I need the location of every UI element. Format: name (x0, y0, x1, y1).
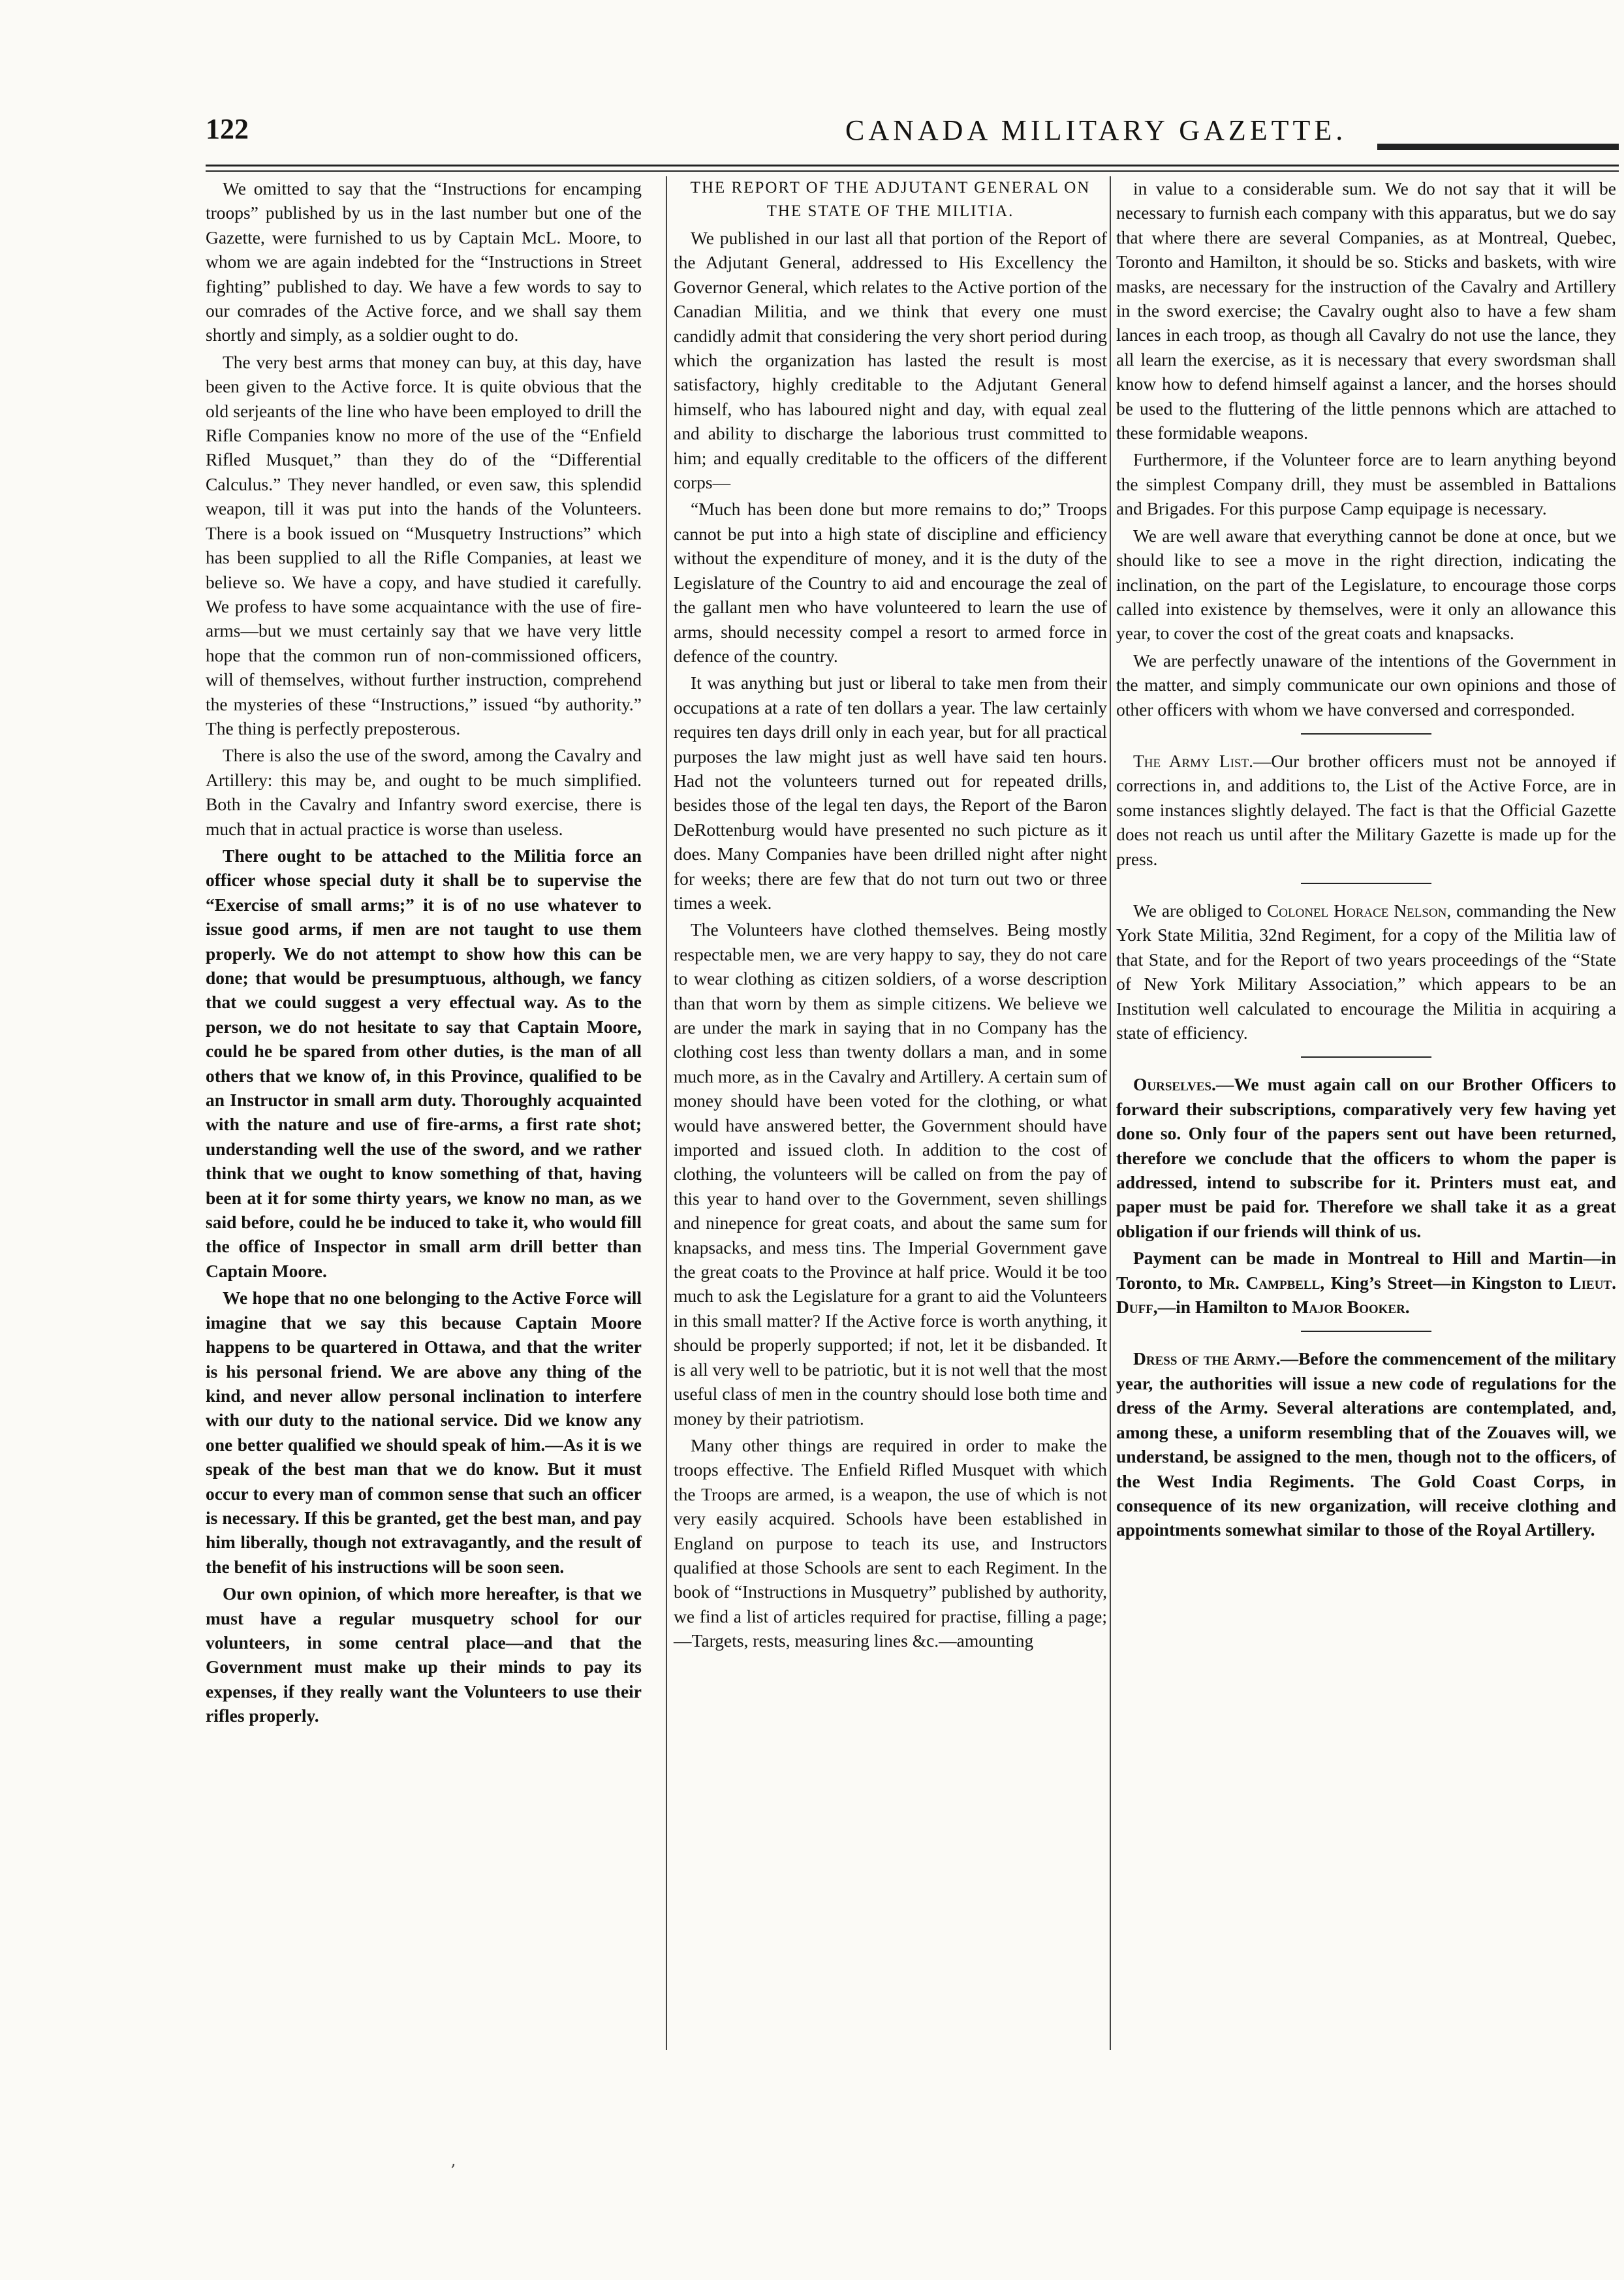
payment-text-start: Payment can be made in Montreal to Hill and Martin—in Toronto, to (1116, 1248, 1616, 1293)
article-heading: THE REPORT OF THE ADJUTANT GENERAL ON THE STATE OF THE MILITIA. (690, 179, 1091, 220)
paragraph-enfield: Many other things are required in order to make the troops effective. The Enfield Rifled Musquet with which the Troops are armed, is a weapon, the use of which is not very easily acquired. Schools have been established in England on purpose to teach its use, and Instructors qualified at those Schools are sent to each Regiment. In the book of “Instructions in Musquetry” published by authority, we find a list of articles required for practise, filling a page;—Targets, rests, measuring lines &c.—amounting (674, 1434, 1107, 1651)
paragraph-nelson (1116, 898, 1616, 1045)
column-3 (1116, 176, 1616, 1545)
paragraph-sword: There is also the use of the sword, among the Cavalry and Artillery: this may be, and ought to be much simplified. Both in the Cavalry and Infantry sword exercise, there is much that in actual practice is worse than useless. (206, 745, 642, 839)
ourselves-text: —We must again call on our Brother Officers to forward their subscriptions, comparatively very few having yet done so. Only four of the papers sent out have been returned, therefore we conclude that the officers to whom the paper is addressed, intend to subscribe for it. Printers must eat, and paper must be paid for. Therefore we shall take it as a great obligation if our friends will think of us. (1116, 1074, 1616, 1241)
paragraph-army-list (1116, 749, 1616, 871)
column-2 (674, 176, 1107, 1656)
column-divider (1110, 176, 1111, 2050)
paragraph-payment (1116, 1246, 1616, 1319)
nelson-text-end: commanding the New York State Militia, 32nd Regiment, for a copy of the Militia law of that State, and for the Report of two years proceedings of the “State of New York Military Association,” which appears to be an Institution well calculated to encourage the Militia in acquiring a state of efficiency. (1116, 900, 1616, 1043)
section-separator (1301, 733, 1431, 735)
paragraph-instructions-note: We omitted to say that the “Instructions for encamping troops” published by us in the last number but one of the Gazette, were furnished to us by Captain McL. Moore, to whom we are again indebted for the “Instructions in Street fighting” published to day. We have a few words to say to our comrades of the Active force, and we shall say them shortly and simply, as a soldier ought to do. (206, 178, 642, 345)
nelson-text-start: We are obliged to (1133, 900, 1267, 921)
column-divider (666, 176, 667, 2050)
paragraph-report: We published in our last all that portion of the Report of the Adjutant General, addressed to His Excellency the Governor General, which relates to the Active portion of the Canadian Militia, and we think that every one must candidly admit that considering the very short period during which the organization has lasted the result is most satisfactory, highly creditable to the Adjutant General himself, who has laboured night and day, with equal zeal and ability to discharge the laborious trust committed to him; and equally creditable to the officers of the different corps— (674, 228, 1107, 493)
army-list-heading: The Army List. (1133, 750, 1254, 771)
army-list-text: —Our brother officers must not be annoyed if corrections in, and additions to, the List of the Active Force, are in some instances slightly delayed. The fact is that the Official Gazette does not reach us until after the Military Gazette is made up for the press. (1116, 750, 1616, 869)
payment-text-mid2: —in Hamilton to (1157, 1297, 1292, 1318)
stray-ink-mark: ’ (450, 2161, 456, 2181)
header-double-rule (206, 165, 1619, 172)
ourselves-heading: Ourselves. (1133, 1074, 1216, 1095)
paragraph-ten-days: It was anything but just or liberal to take men from their occupations at a rate of ten dollars a year. The law certainly requires ten days drill only in each year, but for all practical purposes the law might just as well have said ten hours. Had not the volunteers turned out for repeated drills, besides those of the legal ten days, the Report of the Baron DeRottenburg would have presented no such picture as it does. Many Companies have been drilled night after night for weeks; there are few that do not turn out two or three times a week. (674, 673, 1107, 913)
section-separator (1301, 1056, 1431, 1058)
payment-text-mid: King’s Street—in Kingston to (1324, 1272, 1570, 1293)
dress-heading: Dress of the Army. (1133, 1348, 1281, 1369)
paragraph-musquetry-school: Our own opinion, of which more hereafter, is that we must have a regular musquetry school for our volunteers, in some central place—and that the Government must make up their minds to pay its expenses, if they really want the Volunteers to use their rifles properly. (206, 1583, 642, 1726)
paragraph-much-done: “Much has been done but more remains to do;” Troops cannot be put into a high state of discipline and efficiency without the expenditure of money, and it is the duty of the Legislature of the Country to aid and encourage the zeal of the gallant men who have volunteered to learn the use of arms, should necessity compel a resort to armed force in defence of the country. (674, 499, 1107, 666)
masthead-title: CANADA MILITARY GAZETTE. (845, 114, 1347, 146)
header-rule-bar (1377, 144, 1619, 150)
paragraph-move: We are well aware that everything cannot be done at once, but we should like to see a move in the right direction, indicating the inclination, on the part of the Legislature, to encourage those corps called into existence by themselves, were it only an allowance this year, to cover the cost of the great coats and knapsacks. (1116, 525, 1616, 644)
section-separator (1301, 883, 1431, 884)
payment-booker: Major Booker. (1292, 1297, 1410, 1318)
paragraph-clothing: The Volunteers have clothed themselves. Being mostly respectable men, we are very happy to say, they do not care to wear clothing as citizen soldiers, of a worse description than that worn by them as simple citizens. We believe we are under the mark in saying that in no Company has the clothing cost less than twenty dollars a man, and in some much more, as in the Cavalry and Artillery. A certain sum of money should have been voted for the clothing, or what would have answered better, the Government should have imported and issued cloth. In addition to the cost of clothing, the volunteers will be called on from the pay of this year to hand over to the Government, seven shillings and ninepence for great coats, and about the same sum for knapsacks, and mess tins. The Imperial Government gave the great coats to the Province at half price. Would it be too much to ask the Legislature for a grant to aid the Volunteers in this small matter? If the Active force is worth anything, it should be properly supported; if not, let it be disbanded. It is all very well to be patriotic, but it is not well that the most useful class of men in the country should lose both time and money by their patriotism. (674, 919, 1107, 1429)
paragraph-captain-moore: We hope that no one belonging to the Active Force will imagine that we say this because Captain Moore happens to be quartered in Ottawa, and that the writer is his personal friend. We are above any thing of the kind, and never allow personal inclination to interfere with our duty to the national service. Did we know any one better qualified we should speak of him.—As it is we speak of the best man that we do know. But it must occur to every man of common sense that such an officer is necessary. If this be granted, get the best man, and pay him liberally, though not extravagantly, and the result of the benefit of his instructions will be soon seen. (206, 1288, 642, 1577)
paragraph-dress (1116, 1346, 1616, 1542)
paragraph-battalions: Furthermore, if the Volunteer force are to learn anything beyond the simplest Company drill, they must be assembled in Battalions and Brigades. For this purpose Camp equipage is necessary. (1116, 449, 1616, 519)
paragraph-intentions: We are perfectly unaware of the intentions of the Government in the matter, and simply communicate our own opinions and those of other officers with whom we have conversed and corresponded. (1116, 650, 1616, 720)
paragraph-officer-needed: There ought to be attached to the Militia force an officer whose special duty it shall be to supervise the “Exercise of small arms;” it is of no use whatever to issue good arms, if men are not taught to use them properly. We do not attempt to show how this can be done; that would be presumptuous, although, we fancy that we could suggest a very effectual way. As to the person, we do not hesitate to say that Captain Moore, could he be spared from other duties, is the man of all others that we know of, in this Province, qualified to be an Instructor in small arm duty. Thoroughly acquainted with the nature and use of fire-arms, a first rate shot; understanding well the use of the sword, and we rather think that we ought to know something of that, having been at it for some thirty years, we know no man, as we said before, could he be induced to take it, who would fill the office of Inspector in small arm drill better than Captain Moore. (206, 845, 642, 1281)
payment-campbell: Mr. Campbell, (1209, 1272, 1325, 1293)
page-number: 122 (206, 113, 249, 145)
paragraph-best-arms: The very best arms that money can buy, at this day, have been given to the Active force. It is quite obvious that the old serjeants of the line who have been employed to drill the Rifle Companies know no more of the use of the “Enfield Rifled Musquet,” than they do of the “Differential Calculus.” They never handled, or even saw, this splendid weapon, till it was put into the hands of the Volunteers. There is a book issued on “Musquetry Instructions” which has been supplied to all the Rifle Companies, at least we believe so. We have a copy, and have studied it carefully. We profess to have some acquaintance with the use of fire-arms—but we must certainly say that we have very little hope that the common run of non-commissioned officers, will of themselves, without further instruction, comprehend the mysteries of these “Instructions,” issued “by authority.” The thing is perfectly preposterous. (206, 351, 642, 738)
column-1 (206, 176, 642, 1731)
paragraph-apparatus: in value to a considerable sum. We do not say that it will be necessary to furnish each company with this apparatus, but we do say that where there are several Companies, as at Montreal, Quebec, Toronto and Hamilton, it should be so. Sticks and baskets, with wire masks, are necessary for the instruction of the Cavalry and Artillery in the sword exercise; the Cavalry ought also to have a few sham lances in each troop, as though all Cavalry do not use the lance, they all learn the exercise, as it is necessary that every swordsman shall know how to defend himself against a lancer, and the horses should be used to the fluttering of the little pennons which are attached to these formidable weapons. (1116, 178, 1616, 443)
dress-text: —Before the commencement of the military year, the authorities will issue a new code of regulations for the dress of the Army. Several alterations are contemplated, and, among these, a uniform resembling that of the Zouaves will, we understand, be assigned to the men, though not to the officers, of the West India Regiments. The Gold Coast Corps, in consequence of its new organization, will receive clothing and appointments somewhat similar to those of the Royal Artillery. (1116, 1348, 1616, 1540)
section-separator (1301, 1331, 1431, 1332)
paragraph-ourselves (1116, 1072, 1616, 1243)
payment-duff: Lieut. Duff, (1116, 1272, 1616, 1318)
nelson-name: Colonel Horace Nelson, (1266, 900, 1452, 921)
